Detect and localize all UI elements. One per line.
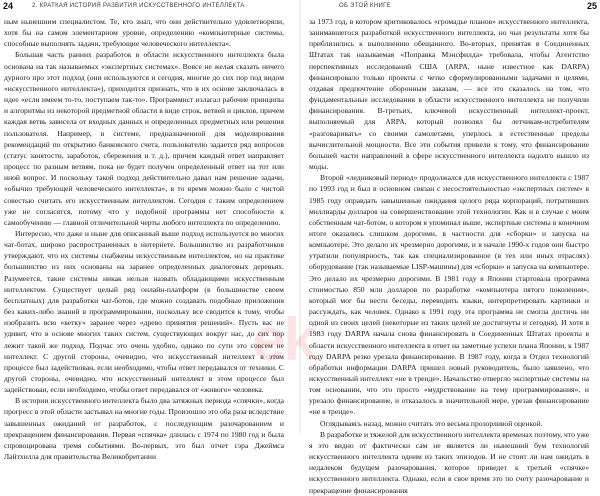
- page-body: [4, 16, 284, 462]
- paragraph: В разработке и тяжелой для искусственного интеллекта временах поэтому, что уже я это видно от фактически сам не является ли нынешний бум технологий искусственного интеллекта одним из таких эпизодов. И не стоит ли нам ожидать в недалеком будущем разочарования, которое приведет к третьей «спячке» искусственного интеллекта. Однако, если в свое время это по счету разочарование и прекращение финансирования: [309, 429, 589, 495]
- page-number: 25: [586, 1, 597, 11]
- paragraph: Оглядываясь назад, можно считать это весьма прозорливой оценкой.: [320, 418, 543, 428]
- page-body: [309, 16, 589, 496]
- running-head: 2. КРАТКАЯ ИСТОРИЯ РАЗВИТИЯ ИСКУССТВЕННОГО ИНТЕЛЛЕКТА: [32, 3, 245, 9]
- paragraph: В истории искусственного интеллекта было два затяжных периода «спячки», когда прогресс в этой области застывал на многие годы. Произошло это оба раза вследствие завышенных ожиданий от разработок, с последующим разочарованием и прекращением финансирования. Первая «спячка» длилась с 1974 по 1980 год и была спровоцирована тремя событиями. Во-первых, это был отчет сэра Джеймса Лайтхилла для правительства Великобритании: [4, 396, 284, 462]
- paragraph: Интересно, что даже и ныне для описанный выше подход используется во многих чат-ботах, широко распространенных в интернете. Большинство из разработчиков утверждают, что их системы снабжены искусственным интеллектом, но на практике большинство из них основаны на заранее определенных диалоговых деревьях. Разумеется, такие системы никак нельзя назвать обладающими искусственным интеллектом. Существует целый ряд онлайн-платформ (в большинстве своем бесплатных) для разработки чат-ботов, где можно создавать подобные приложения без каких-либо знаний в программировании, поскольку все сводится к тому, чтобы изобразить всю «ветку» заранее через «древо принятия решений». Пусть вас не удивит, что в основе многих таких систем, существующих вокруг нас, до сих пор лежит такой же подход. Подчас это очень удобно, однако по сути это совсем не интеллект. С другой стороны, очевидно, что искусственный интеллект в этом процессе был задействован, если необходимо, чтобы ответ передавался от техники. С другой стороны, очевидно, что искусственный интеллект в этом процессе был задействован, если необходимо, чтобы ответ передавался от «живого» человека.: [4, 228, 284, 395]
- right-page: [301, 0, 600, 495]
- paragraph: Большая часть ранних разработок в области искусственного интеллекта была основана на так называемых «экспертных системах». Вовсе не желая сказать ничего дурного про этот подход (они используются и сегодня, многие до сих пор под видом «искусственного интеллекта»), приходится признать, что в их основе заключалась в идее «если имеем то-то, поступаем так-то». Программист излагал рабочие принципы и алгоритмы из некоторой предметной области в виде строк, ветвей и циклов, причем каждая ветвь зависела от входных данных и определенных предметных или решения пользователя. Например, в системе, предназначенной для моделирования рекомендаций по открытию банковского счета, пользователю задается ряд вопросов (статус занятости, заработок, сбережения и т. д.), причем каждый ответ направляет процесс по разным ветвям, пока не будет получен определенный ответ на тот или иной вопрос. И поскольку такой подход действительно давал нам решение задачи, «обычно требующей человеческого интеллекта», в то время можно было с чистой совестью считать его искусственным интеллектом. Сегодня с таким определением уже не согласятся, потому что у подобной программы нет способности к самообучению — главной отличительной черты любого интеллекта по определению.: [4, 50, 284, 227]
- paragraph: за 1973 год, в котором критиковалось «громадье планов» искусственного интеллекта, занимавшегося разработкой искусственного интеллекта, но чьи результаты хотя бы приблизились к выполнению обещанного. Во-вторых, принятая в Соединенных Штатах так называемая «Поправка Мэнсфилда» требовала, чтобы Агентство перспективных исследований США (ARPA, ныне известное как DARPA) финансировало только проекты с четко сформулированными задачами и целями, отдавая предпочтение оборонным заказам, — все это сказалось на том, что фундаментальные исследования в области искусственного интеллекта не получили финансирования. В-третьих, ключевой искусственный интеллект-проект, выполняемый для ARPA, который позволял бы летчикам-истребителям «разговаривать» со своими самолетами, уперлось в естественные пределы вычислительной мощности. Все эти события привели к тому, что финансирование большей части направлений в сфере искусственного интеллекта надолго вышло из моды.: [309, 17, 589, 172]
- paragraph: ным нынешним специалистом. Те, кто знал, что они действительно удовлетворяли, хотя бы на самом элементарном уровне, определению «компьютерные системы, способные выполнять задачи, требующие человеческого интеллекта».: [4, 17, 284, 49]
- paragraph: Второй «ледниковый период» продолжался для искусственного интеллекта с 1987 по 1993 год и был в основном связан с несостоятельностью «экспертных систем» в 1985 году оправдать завышенные ожидания целого ряда корпораций, потративших миллиарды долларов на совершенствование этой технологии. Как и в случае с моим собственным чат-ботом, о котором я упоминал выше, экспертные системы в конечном итоге оказались слишком дорогими, в частности для «сборки» и запуска на компьютере. Это делало их чрезмерно дорогими, и в начале 1990-х годов они быстро утратили популярность, так как специализированное (в тех или иных отраслях) оборудование (так называемые LISP-машины) для «сборки» и запуска на компьютере. Это делало их чрезмерно дорогими. В 1981 году в Японии стартовала программа стоимостью 850 млн долларов по разработке «компьютера пятого поколения», который мог бы вести беседы, переводить языки, интерпретировать картинки и рассуждать, как человек. Однако к 1991 году эта программа не смогла достичь ни одной из своих целей (некоторые из таких целей не достигнуты и сегодня). И хотя в 1983 году DARPA начала снова финансировать в Соединенных Штатах проекты в области искусственного интеллекта в ответ на заметные успехи плана Японии, к 1987 году DARPA резко урезала финансирование. В 1987 году, когда в Отдел технологий обработки информации DARPA пришел новый руководитель, было заявлено, что искусственный интеллект «не в тренде». Начальство отвергло экспертные системы на том основании, что это просто «мудрствование на тему программирования», и урезало финансирование, и отказалось в значительной мере, урезав финансирование «не в тренде».: [309, 173, 589, 417]
- running-head: ОБ ЭТОЙ КНИГЕ: [339, 3, 391, 9]
- page-number: 24: [3, 1, 14, 11]
- watermark: ek: [252, 306, 315, 373]
